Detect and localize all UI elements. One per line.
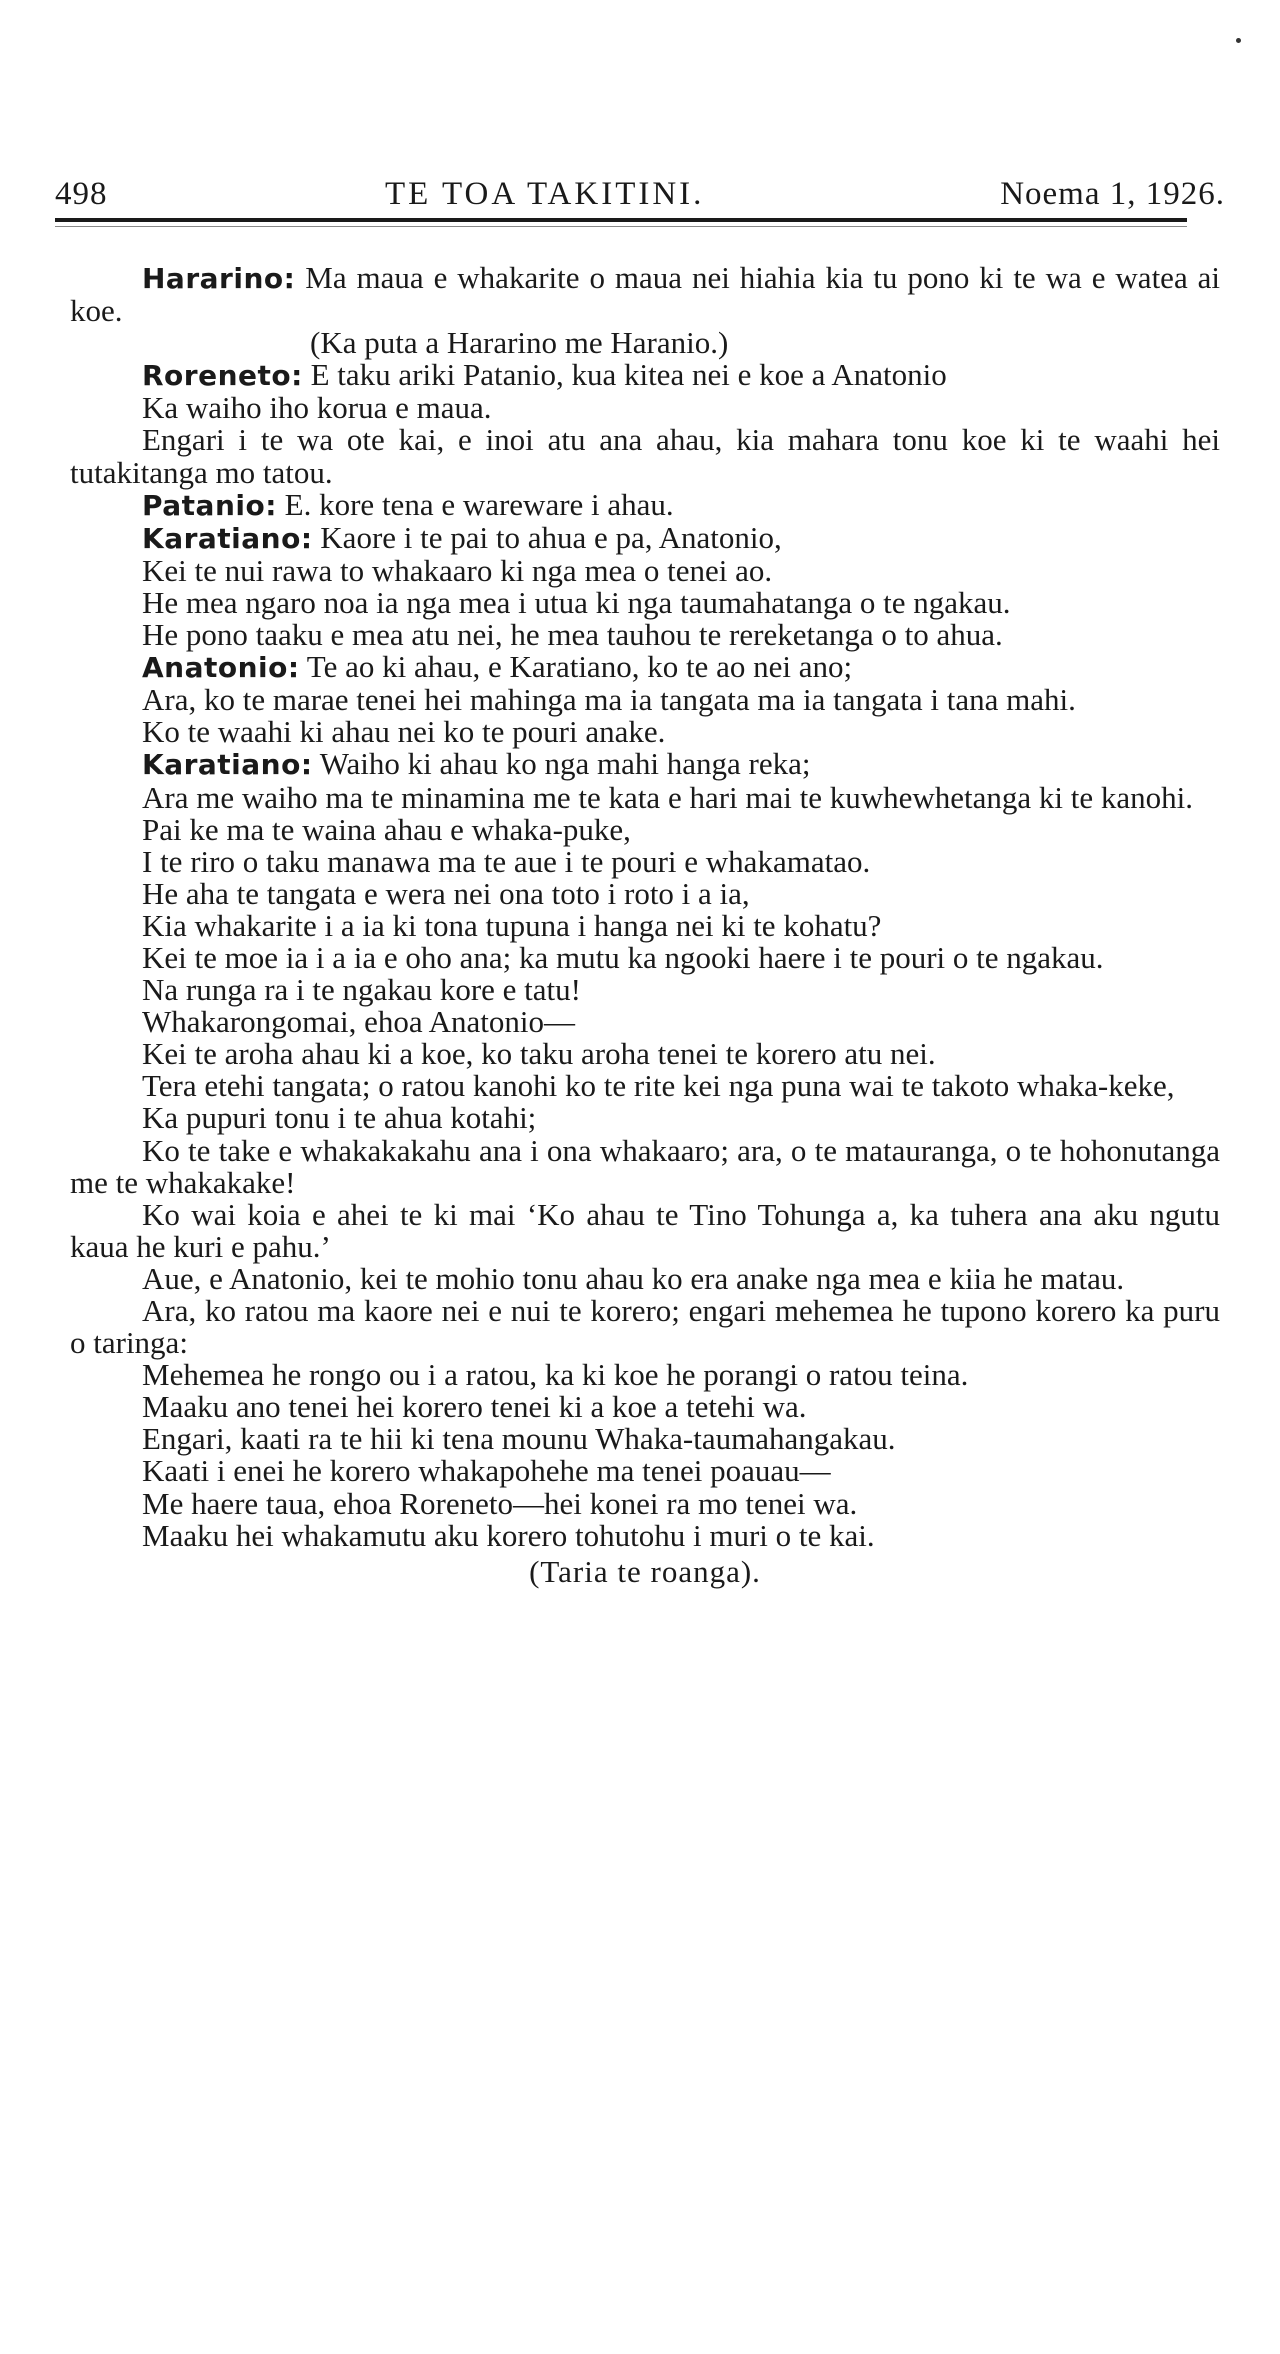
to-be-continued: (Taria te roanga). (529, 1553, 761, 1589)
verse-line (70, 552, 1220, 588)
line-text: Kei te nui rawa to whakaaro ki nga mea o tenei ao. (142, 552, 773, 588)
verse-line (70, 875, 1220, 911)
page-number: 498 (55, 176, 108, 212)
verse-line (70, 811, 1220, 847)
line-text: Aue, e Anatonio, kei te mohio tonu ahau ko era anake nga mea e kiia he matau. (142, 1260, 1125, 1296)
verse-line (70, 619, 1220, 651)
speaker-name: Karatiano: (142, 748, 313, 782)
speech-line (70, 486, 1220, 522)
line-text: Maaku ano tenei hei korero tenei ki a koe a tetehi wa. (142, 1389, 807, 1425)
verse-line (70, 584, 1220, 620)
speech-line (70, 359, 1220, 392)
speaker-name: Roreneto: (142, 359, 303, 393)
line-text: Whakarongomai, ehoa Anatonio— (142, 1004, 576, 1040)
line-text: Ara, ko ratou ma kaore nei e nui te korero; engari mehemea he tupono korero ka puru o taringa: (70, 1293, 1220, 1361)
line-text: Ko wai koia e ahei te ki mai ‘Ko ahau te Tino Tohunga a, ka tuhera ana aku ngutu kaua he kuri e pahu.’ (70, 1196, 1220, 1264)
line-text: Kaati i enei he korero whakapohehe ma tenei poauau— (142, 1453, 831, 1489)
line-text: Te ao ki ahau, e Karatiano, ko te ao nei ano; (306, 649, 853, 685)
line-text: He mea ngaro noa ia nga mea i utua ki nga taumahatanga o te ngakau. (142, 584, 1011, 620)
verse-line (70, 1295, 1220, 1359)
verse-line (70, 1132, 1220, 1200)
line-text: Me haere taua, ehoa Roreneto—hei konei ra mo tenei wa. (142, 1485, 858, 1521)
header-rule (55, 218, 1187, 222)
verse-line (70, 1485, 1220, 1521)
verse-line (70, 1260, 1220, 1296)
line-text: Maaku hei whakamutu aku korero tohutohu i muri o te kai. (142, 1517, 875, 1553)
line-text: Tera etehi tangata; o ratou kanohi ko te rite kei nga puna wai te takoto whaka-keke, (142, 1068, 1175, 1104)
speaker-name: Hararino: (142, 262, 296, 295)
verse-line (70, 907, 1220, 943)
line-text: Kia whakarite i a ia ki tona tupuna i hanga nei ki te kohatu? (142, 907, 882, 943)
line-text: Waiho ki ahau ko nga mahi hanga reka; (319, 746, 811, 782)
verse-line (70, 1006, 1220, 1038)
verse-line (70, 716, 1220, 748)
verse-line (70, 1038, 1220, 1070)
verse-line (70, 1196, 1220, 1264)
line-text: Ko te waahi ki ahau nei ko te pouri anake. (142, 714, 666, 750)
line-text: Pai ke ma te waina ahau e whaka-puke, (142, 811, 631, 847)
line-text: E taku ariki Patanio, kua kitea nei e koe a Anatonio (310, 357, 947, 393)
line-text: I te riro o taku manawa ma te aue i te pouri e whakamatao. (142, 843, 871, 879)
verse-line (70, 684, 1220, 716)
verse-line (70, 779, 1220, 815)
speech-line (70, 262, 1220, 327)
line-text: He pono taaku e mea atu nei, he mea tauhou te rereketanga o to ahua. (142, 617, 1003, 653)
line-text: Ara, ko te marae tenei hei mahinga ma ia tangata ma ia tangata i tana mahi. (142, 682, 1076, 718)
line-text: Kei te aroha ahau ki a koe, ko taku aroha tenei te korero atu nei. (142, 1036, 936, 1072)
speaker-name: Anatonio: (142, 651, 300, 685)
speech-line (70, 748, 1220, 781)
play-text (70, 262, 1220, 1588)
running-header (55, 176, 1225, 216)
verse-line (70, 843, 1220, 879)
line-text: Mehemea he rongo ou i a ratou, ka ki koe he porangi o ratou teina. (142, 1357, 969, 1393)
line-text: E. kore tena e wareware i ahau. (284, 486, 674, 522)
speaker-name: Patanio: (142, 488, 277, 522)
line-text: Ka pupuri tonu i te ahua kotahi; (142, 1100, 537, 1136)
verse-line (70, 1423, 1220, 1455)
verse-line (70, 1391, 1220, 1423)
header-rule-thin (55, 226, 1187, 227)
line-text: Ka waiho iho korua e maua. (142, 390, 492, 426)
line-text: Ma maua e whakarite o maua nei hiahia kia tu pono ki te wa e watea ai koe. (70, 260, 1221, 329)
line-text: He aha te tangata e wera nei ona toto i roto i a ia, (142, 875, 750, 911)
line-text: (Ka puta a Hararino me Haranio.) (310, 325, 729, 361)
line-text: Kaore i te pai to ahua e pa, Anatonio, (320, 519, 782, 555)
line-text: Na runga ra i te ngakau kore e tatu! (142, 972, 581, 1008)
stage-direction (70, 327, 1220, 359)
speech-line (70, 651, 1220, 684)
verse-line (70, 1070, 1220, 1102)
verse-line (70, 1102, 1220, 1134)
page-speck (1236, 38, 1241, 43)
speech-line (70, 519, 1220, 555)
journal-title: TE TOA TAKITINI. (385, 176, 705, 212)
verse-line (70, 392, 1220, 424)
verse-line (70, 1359, 1220, 1391)
issue-date: Noema 1, 1926. (1000, 176, 1225, 212)
line-text: Engari, kaati ra te hii ki tena mounu Whaka-taumahangakau. (142, 1421, 896, 1457)
verse-line (70, 974, 1220, 1006)
speaker-name: Karatiano: (142, 521, 313, 555)
verse-line (70, 1455, 1220, 1487)
line-text: Kei te moe ia i a ia e oho ana; ka mutu ka ngooki haere i te pouri o te ngakau. (142, 939, 1104, 975)
line-text: Ko te take e whakakakahu ana i ona whakaaro; ara, o te matauranga, o te hohonutanga me te whakakake! (70, 1132, 1220, 1200)
line-text: Ara me waiho ma te minamina me te kata e hari mai te kuwhewhetanga ki te kanohi. (142, 779, 1194, 815)
verse-line (70, 939, 1220, 975)
verse-line (70, 424, 1220, 488)
line-text: Engari i te wa ote kai, e inoi atu ana ahau, kia mahara tonu koe ki te waahi hei tutakitanga mo tatou. (70, 422, 1220, 490)
verse-line (70, 1517, 1220, 1553)
